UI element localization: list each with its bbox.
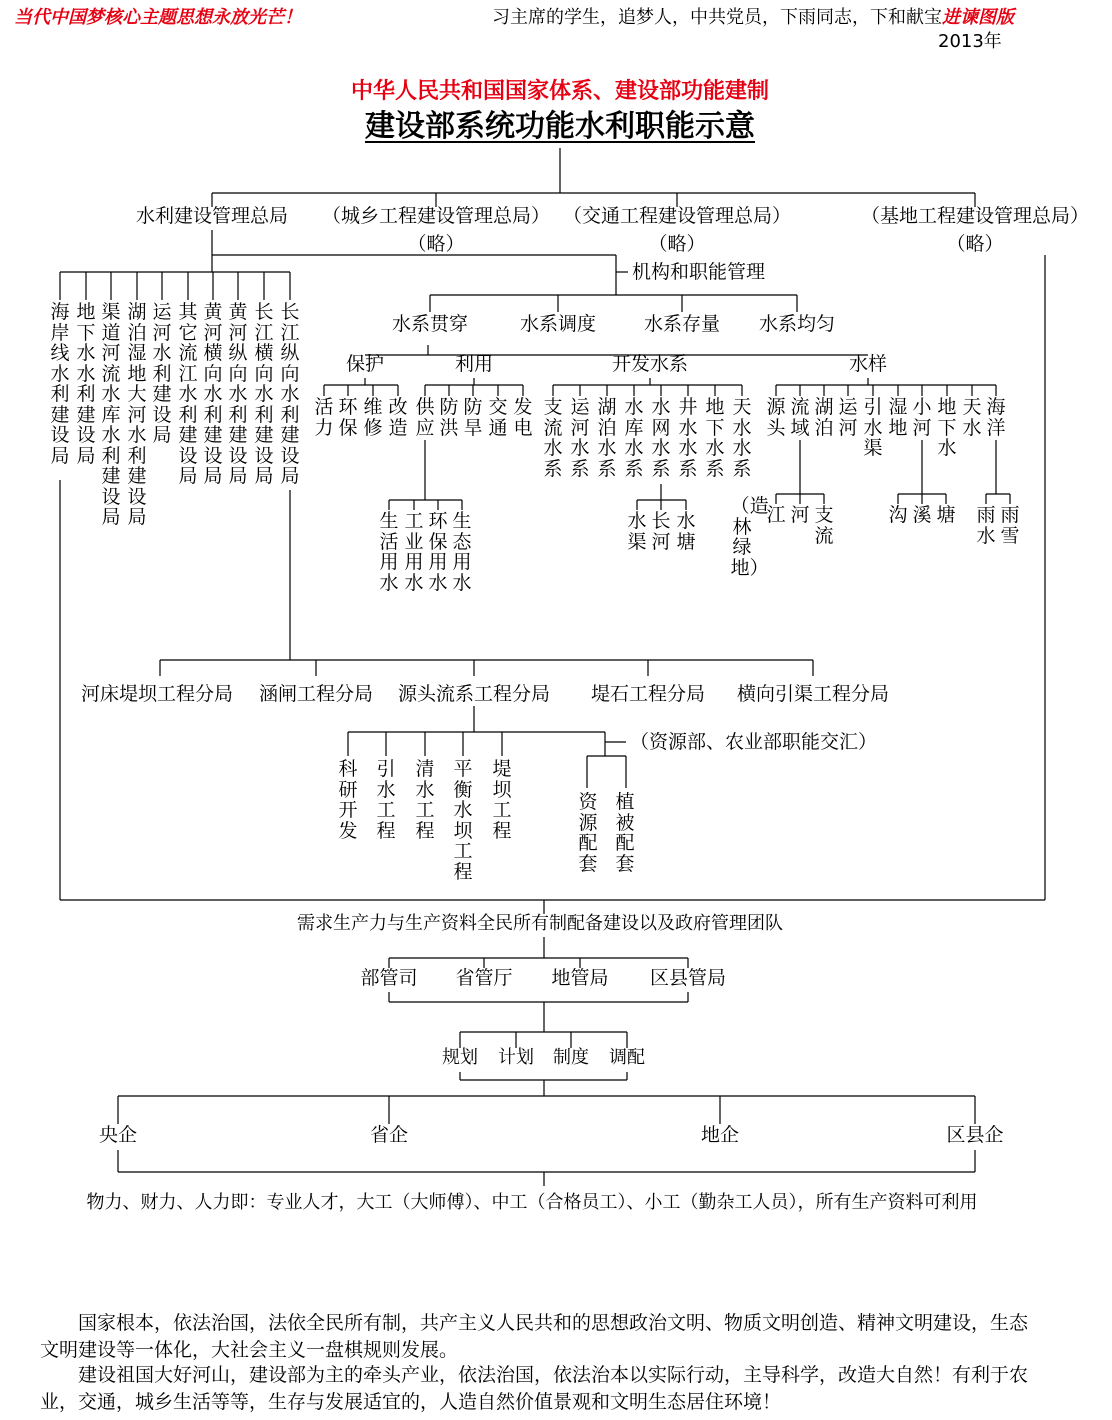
source-item-5: 堤坝工程 <box>492 758 512 842</box>
diagram-subtitle: 中华人民共和国国家体系、建设部功能建制 <box>350 79 770 104</box>
develop-item-8: 天水水系 <box>732 396 752 480</box>
function-2: 利用 <box>454 353 494 375</box>
stream-item-2: 溪 <box>912 504 932 526</box>
basin-item-1: 江 <box>766 504 786 526</box>
slogan: 当代中国梦核心主题思想永放光芒！ <box>14 7 302 28</box>
gov-level-4: 区县管局 <box>649 967 727 989</box>
year-label: 2013年 <box>938 31 1002 52</box>
ocean-item-2: 雨雪 <box>1000 504 1020 547</box>
use-item-3: 防旱 <box>463 396 483 439</box>
resources-line: 物力、财力、人力即：专业人才，大工（大师傅）、中工（合格员工）、小工（勤杂工人员），所有生产资料可利用 <box>86 1192 978 1213</box>
water-system-3: 水系存量 <box>643 313 721 335</box>
bureau-1: 海岸线水利建设局 <box>50 301 70 467</box>
protect-item-3: 维修 <box>363 396 383 439</box>
source-item-4: 平衡水坝工程 <box>453 758 473 883</box>
basin-item-3: 支流 <box>814 504 834 547</box>
function-3: 开发水系 <box>611 353 689 375</box>
develop-item-6: 井水水系 <box>678 396 698 480</box>
top-note-traffic: （略） <box>648 233 706 255</box>
develop-item-3: 湖泊水系 <box>597 396 617 480</box>
stream-item-1: 沟 <box>888 504 908 526</box>
top-node-urban-bureau: （城乡工程建设管理总局） <box>321 205 551 227</box>
enterprise-3: 地企 <box>700 1124 740 1146</box>
enterprise-4: 区县企 <box>946 1124 1004 1146</box>
bureau-4: 湖泊湿地大河水利建设局 <box>127 301 147 529</box>
supply-item-1: 生活用水 <box>379 510 399 594</box>
resource-item-2: 植被配套 <box>615 791 635 875</box>
develop-item-2: 运河水系 <box>570 396 590 480</box>
supply-item-3: 环保用水 <box>428 510 448 594</box>
branch-riverbed: 河床堤坝工程分局 <box>80 683 234 705</box>
plan-4: 调配 <box>609 1047 645 1068</box>
sample-item-4: 运河 <box>838 396 858 439</box>
branch-dikestone: 堤石工程分局 <box>590 683 706 705</box>
enterprise-1: 央企 <box>98 1124 138 1146</box>
sample-item-1: 源头 <box>766 396 786 439</box>
sample-item-6: 湿地 <box>888 396 908 439</box>
use-item-4: 交通 <box>488 396 508 439</box>
sample-item-2: 流域 <box>790 396 810 439</box>
author-line <box>492 8 1014 28</box>
basin-item-2: 河 <box>790 504 810 526</box>
supply-item-2: 工业用水 <box>404 510 424 594</box>
net-item-2: 长河 <box>651 510 671 553</box>
stream-item-3: 塘 <box>936 504 956 526</box>
source-item-3: 清水工程 <box>415 758 435 842</box>
sky-note: （造林绿地） <box>730 495 769 579</box>
water-system-1: 水系贯穿 <box>391 313 469 335</box>
top-node-traffic-bureau: （交通工程建设管理总局） <box>562 205 792 227</box>
plan-1: 规划 <box>442 1047 478 1068</box>
top-node-water-bureau: 水利建设管理总局 <box>135 205 289 227</box>
branch-sluice: 涵闸工程分局 <box>258 683 374 705</box>
protect-item-1: 活力 <box>314 396 334 439</box>
resource-item-1: 资源配套 <box>578 791 598 875</box>
top-note-urban: （略） <box>407 233 465 255</box>
sample-item-7: 小河 <box>912 396 932 439</box>
branch-source: 源头流系工程分局 <box>397 683 551 705</box>
sample-item-9: 天水 <box>962 396 982 439</box>
gov-level-1: 部管司 <box>360 967 418 989</box>
branch-diversion: 横向引渠工程分局 <box>736 683 890 705</box>
develop-item-1: 支流水系 <box>543 396 563 480</box>
bureau-3: 渠道河流水库水利建设局 <box>101 301 121 529</box>
top-note-base: （略） <box>946 233 1004 255</box>
bureau-2: 地下水水利建设局 <box>76 301 96 467</box>
sample-item-8: 地下水 <box>937 396 957 460</box>
water-system-4: 水系均匀 <box>758 313 836 335</box>
use-item-5: 发电 <box>513 396 533 439</box>
use-item-2: 防洪 <box>439 396 459 439</box>
plan-2: 计划 <box>498 1047 534 1068</box>
supply-item-4: 生态用水 <box>452 510 472 594</box>
develop-item-4: 水库水系 <box>624 396 644 480</box>
source-item-2: 引水工程 <box>376 758 396 842</box>
source-item-1: 科研开发 <box>338 758 358 842</box>
protect-item-4: 改造 <box>388 396 408 439</box>
top-node-base-bureau: （基地工程建设管理总局） <box>860 205 1090 227</box>
demand-label: 需求生产力与生产资料全民所有制配备建设以及政府管理团队 <box>297 913 783 934</box>
resource-note: （资源部、农业部职能交汇） <box>630 731 878 753</box>
diagram-title: 建设部系统功能水利职能示意 <box>365 109 755 144</box>
gov-level-2: 省管厅 <box>455 967 513 989</box>
sample-item-3: 湖泊 <box>814 396 834 439</box>
bureau-10: 长江纵向水利建设局 <box>280 301 300 488</box>
plan-3: 制度 <box>553 1047 589 1068</box>
paragraph-2: 建设祖国大好河山，建设部为主的牵头产业，依法治国，依法治本以实际行动，主导科学，改造大自然！有利于农业，交通，城乡生活等等，生存与发展适宜的，人造自然价值景观和文明生态居住环境！ <box>40 1364 1029 1413</box>
bureau-7: 黄河横向水利建设局 <box>203 301 223 488</box>
net-item-3: 水塘 <box>676 510 696 553</box>
function-4: 水样 <box>848 353 888 375</box>
enterprise-2: 省企 <box>369 1124 409 1146</box>
sample-item-10: 海洋 <box>986 396 1006 439</box>
protect-item-2: 环保 <box>338 396 358 439</box>
bureau-8: 黄河纵向水利建设局 <box>228 301 248 488</box>
water-system-2: 水系调度 <box>519 313 597 335</box>
author-prefix: 习主席的学生，追梦人，中共党员，下雨同志，下和献宝 <box>492 7 942 28</box>
net-item-1: 水渠 <box>627 510 647 553</box>
gov-level-3: 地管局 <box>551 967 609 989</box>
use-item-1: 供应 <box>415 396 435 439</box>
bureau-6: 其它流江水利建设局 <box>178 301 198 488</box>
author-edition: 进谏图版 <box>942 7 1014 28</box>
develop-item-5: 水网水系 <box>651 396 671 480</box>
develop-item-7: 地下水系 <box>705 396 725 480</box>
sample-item-5: 引水渠 <box>863 396 883 460</box>
bureau-9: 长江横向水利建设局 <box>254 301 274 488</box>
function-1: 保护 <box>345 353 385 375</box>
ocean-item-1: 雨水 <box>976 504 996 547</box>
mgmt-label: 机构和职能管理 <box>632 261 766 283</box>
bureau-5: 运河水利建设局 <box>152 301 172 447</box>
paragraph-1: 国家根本，依法治国，法依全民所有制，共产主义人民共和的思想政治文明、物质文明创造、精神文明建设，生态文明建设等一体化，大社会主义一盘棋规则发展。 <box>40 1312 1029 1361</box>
